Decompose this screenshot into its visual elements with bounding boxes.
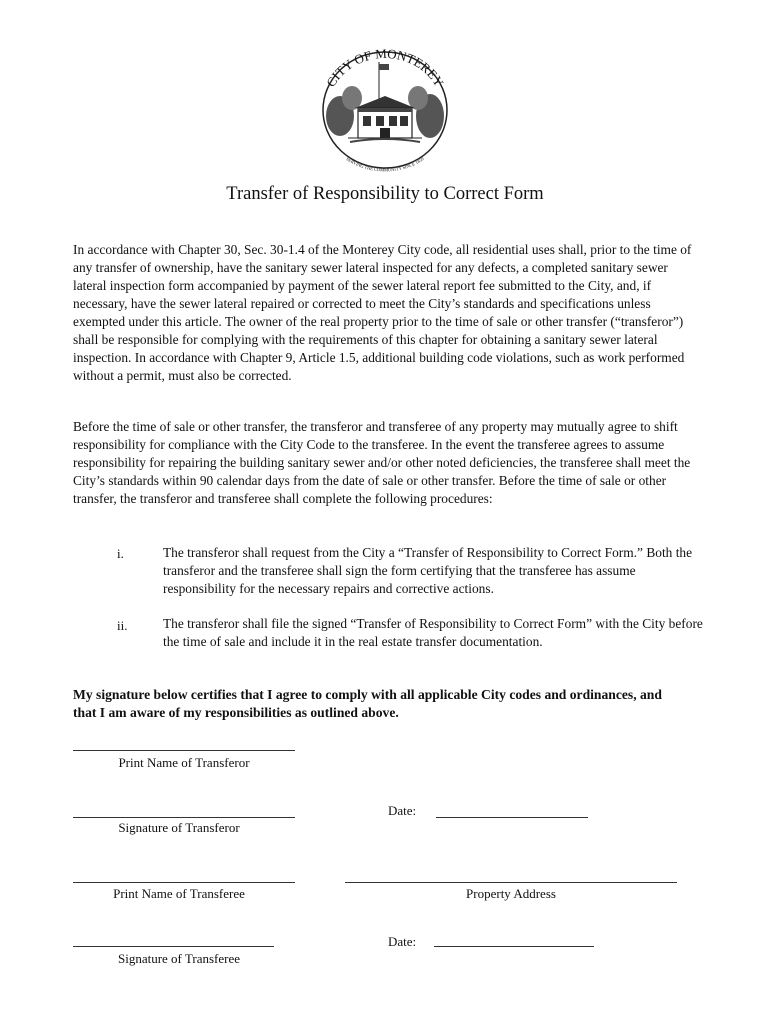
list-item: The transferor shall file the signed “Transfer of Responsibility to Correct Form” with the City before the time of sale and include it in the real estate transfer documentation. xyxy=(163,616,703,649)
seal-bottom-text: SERVING THE COMMUNITY SINCE 1850 xyxy=(345,156,425,173)
property-address-label: Property Address xyxy=(466,886,556,901)
list-item: The transferor shall request from the City a “Transfer of Responsibility to Correct Form.” Both the transferor and the transferee shall sign the form certifying that the transferee has assume responsibility for the necessary repairs and corrective actions. xyxy=(163,545,693,596)
list-item-number: i. xyxy=(117,546,124,561)
date-label: Date: xyxy=(388,934,417,949)
property-address-line[interactable] xyxy=(345,882,677,883)
date-label: Date: xyxy=(388,803,417,818)
print-name-transferee-label: Print Name of Transferee xyxy=(113,886,245,901)
print-name-transferor-line[interactable] xyxy=(73,750,295,751)
certification-statement: My signature below certifies that I agree to comply with all applicable City codes and ordinances, and that I am aware of my responsibilities as outlined above. xyxy=(73,687,662,720)
date-line-1[interactable] xyxy=(436,817,588,818)
signature-transferor-label: Signature of Transferor xyxy=(118,820,240,835)
intro-paragraph: In accordance with Chapter 30, Sec. 30-1.4 of the Monterey City code, all residential uses shall, prior to the time of any transfer of ownership, have the sanitary sewer lateral inspected for any defects, a completed sanitary sewer lateral inspection form accompanied by payment of the sewer lateral report fee submitted to the City, and, if necessary, have the sewer lateral repaired or corrected to meet the City’s standards and specifications unless exempted under this article. The owner of the real property prior to the time of sale or other transfer (“transferor”) shall be responsible for complying with the requirements of this chapter for obtaining a sanitary sewer lateral inspection. In accordance with Chapter 9, Article 1.5, additional building code violations, such as work performed without a permit, must also be corrected. xyxy=(73,242,692,383)
city-seal-icon xyxy=(310,38,460,178)
signature-transferor-line[interactable] xyxy=(73,817,295,818)
list-item-number: ii. xyxy=(117,618,128,633)
print-name-transferee-line[interactable] xyxy=(73,882,295,883)
seal-top-text: CITY OF MONTEREY xyxy=(323,45,447,90)
procedure-paragraph: Before the time of sale or other transfer, the transferor and transferee of any property may mutually agree to shift responsibility for compliance with the City Code to the transferee. In the event the transferee agrees to assume responsibility for repairing the building sanitary sewer and/or other noted deficiencies, the transferee shall meet the City’s standards within 90 calendar days from the date of sale or other transfer. Before the time of sale or other transfer, the transferor and transferee shall complete the following procedures: xyxy=(73,419,691,506)
svg-text:SERVING THE COMMUNITY SINCE 18 xyxy=(345,156,425,173)
print-name-transferor-label: Print Name of Transferor xyxy=(118,755,250,770)
signature-transferee-line[interactable] xyxy=(73,946,274,947)
date-line-2[interactable] xyxy=(434,946,594,947)
signature-transferee-label: Signature of Transferee xyxy=(117,951,241,966)
form-title: Transfer of Responsibility to Correct Form xyxy=(226,184,544,204)
